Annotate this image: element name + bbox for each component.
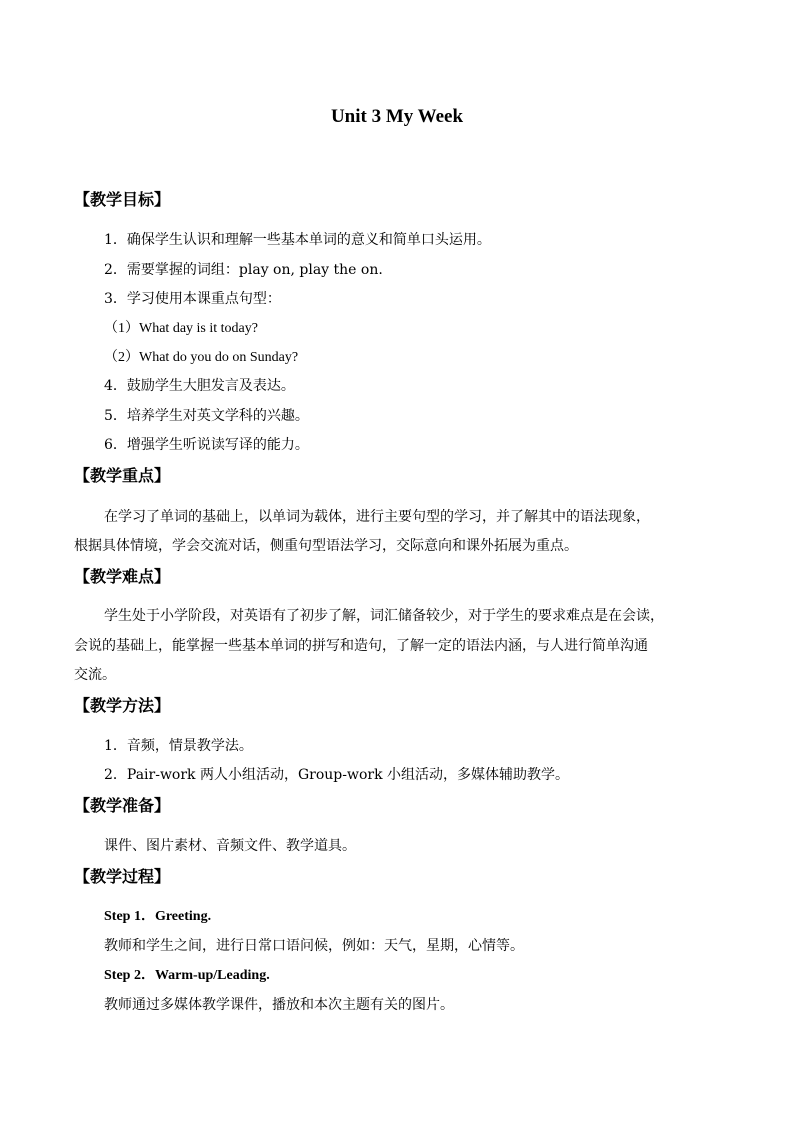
- heading-difficulties: 【教学难点】: [74, 567, 171, 586]
- objective-subitem: （2）What do you do on Sunday?: [104, 350, 299, 365]
- step-label: Step 2．Warm-up/Leading.: [104, 968, 270, 983]
- objective-item: 2．需要掌握的词组：play on, play the on.: [104, 262, 383, 278]
- method-item: 1．音频，情景教学法。: [104, 738, 253, 754]
- heading-objectives: 【教学目标】: [74, 190, 171, 209]
- objective-item: 3．学习使用本课重点句型：: [104, 291, 281, 307]
- objective-item: 5．培养学生对英文学科的兴趣。: [104, 408, 309, 424]
- paragraph-line: 会说的基础上，能掌握一些基本单词的拼写和造句，了解一定的语法内涵，与人进行简单沟通: [74, 638, 648, 654]
- paragraph-line: 学生处于小学阶段，对英语有了初步了解，词汇储备较少，对于学生的要求难点是在会读，: [104, 608, 664, 624]
- method-item: 2．Pair-work 两人小组活动，Group-work 小组活动，多媒体辅助教学。: [104, 767, 570, 783]
- heading-process: 【教学过程】: [74, 867, 171, 886]
- page-title: Unit 3 My Week: [330, 106, 464, 127]
- paragraph-line: 在学习了单词的基础上，以单词为载体，进行主要句型的学习，并了解其中的语法现象，: [104, 509, 650, 525]
- step-label: Step 1．Greeting.: [104, 909, 212, 924]
- step-text: 教师通过多媒体教学课件，播放和本次主题有关的图片。: [104, 997, 454, 1013]
- preparation-text: 课件、图片素材、音频文件、教学道具。: [104, 838, 356, 854]
- paragraph-line: 交流。: [74, 667, 116, 683]
- objective-item: 1．确保学生认识和理解一些基本单词的意义和简单口头运用。: [104, 232, 491, 248]
- objective-subitem: （1）What day is it today?: [104, 321, 258, 336]
- paragraph-line: 根据具体情境，学会交流对话，侧重句型语法学习，交际意向和课外拓展为重点。: [74, 538, 578, 554]
- heading-preparation: 【教学准备】: [74, 796, 171, 815]
- heading-methods: 【教学方法】: [74, 696, 171, 715]
- objective-item: 4．鼓励学生大胆发言及表达。: [104, 378, 295, 394]
- objective-item: 6．增强学生听说读写译的能力。: [104, 437, 309, 453]
- step-text: 教师和学生之间，进行日常口语问候，例如：天气，星期，心情等。: [104, 938, 524, 954]
- heading-key-points: 【教学重点】: [74, 466, 171, 485]
